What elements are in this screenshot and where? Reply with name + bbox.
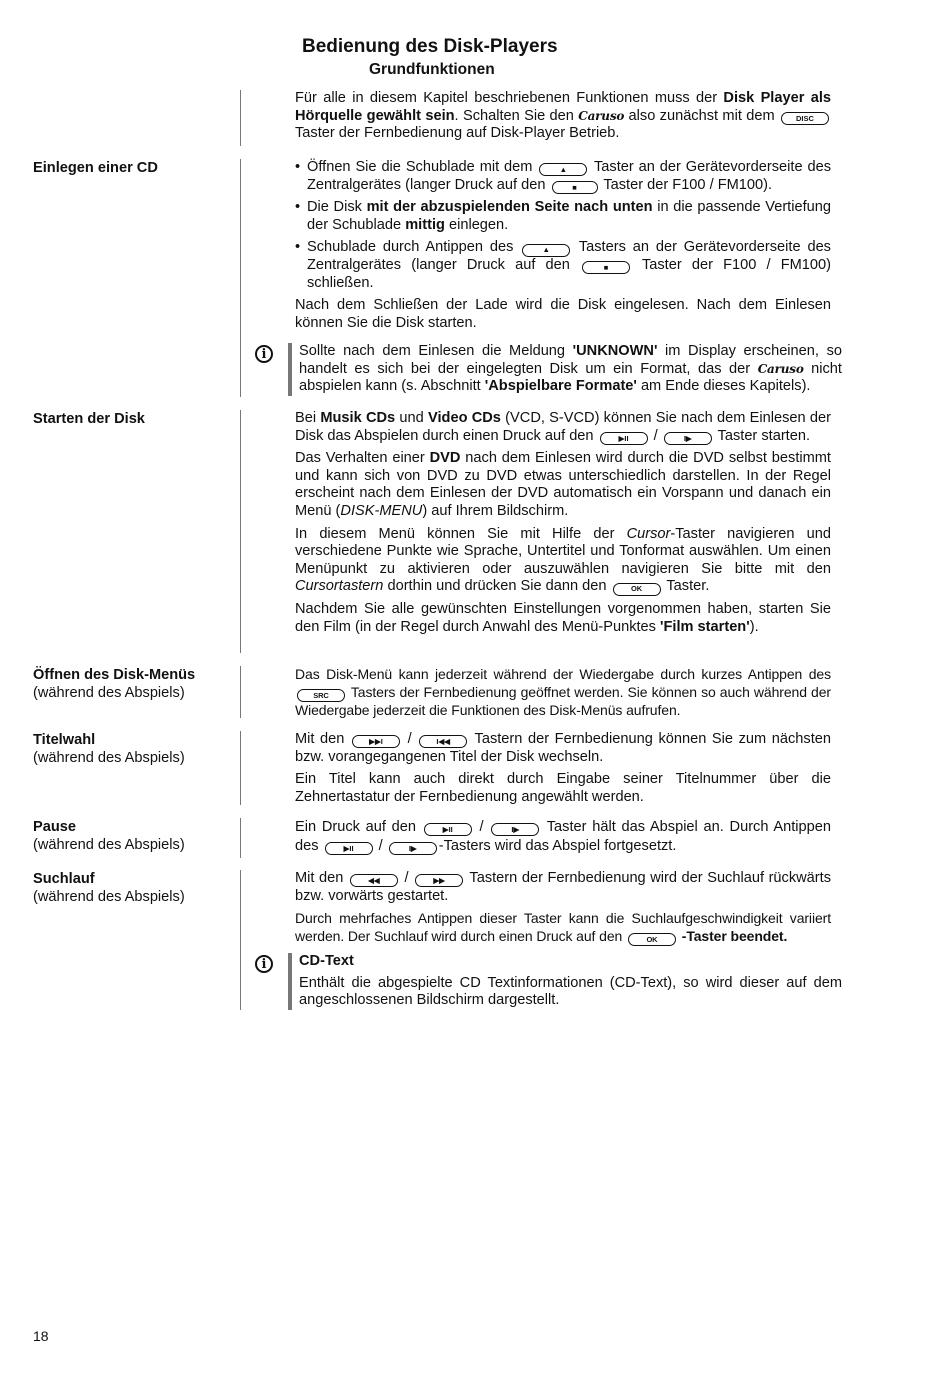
section-einlegen: • Öffnen Sie die Schublade mit dem ▲ Taster an der Gerätevorderseite des Zentralgerätes (langer Druck auf den ■ Taster der F100 / FM100). • Die Disk mit der abzuspielenden Seite nach unten in die passende Vertiefung der Schublade mittig einlegen. • Schublade durch Antippen des ▲ Tasters an der Gerätevorderseite des Zentralgerätes (langer Druck auf den ■ Taster der F100 / FM100) schließen. Nach dem Schließen der Lade wird die Disk eingelesen. Nach dem Einlesen können Sie die Disk starten.: [295, 159, 831, 337]
section-label-titelwahl: Titelwahl (während des Abspiels): [33, 732, 185, 766]
page-subtitle: Grundfunktionen: [369, 61, 495, 78]
section-starten: Bei Musik CDs und Video CDs (VCD, S-VCD) können Sie nach dem Einlesen der Disk das Abspielen durch einen Druck auf den ▶II / I▶ Taster starten. Das Verhalten einer DVD nach dem Einlesen wird durch die DVD selbst bestimmt und kann sich von DVD zu DVD etwas unterschiedlich darstellen. In der Regel erscheint nach dem Einlesen der DVD automatisch ein Vorspann und danach ein Menü (DISK-MENU) auf Ihrem Bildschirm. In diesem Menü können Sie mit Hilfe der Cursor-Taster navigieren und verschiedene Punkte wie Sprache, Untertitel und Tonformat auswählen. Um einen Menüpunkt zu aktivieren oder auszuwählen navigieren Sie bitte mit den Cursortastern dorthin und drücken Sie dann den OK Taster. Nachdem Sie alle gewünschten Einstellungen vorgenommen haben, starten Sie den Film (in der Regel durch Anwahl des Menü-Punktes 'Film starten').: [295, 410, 831, 635]
info-note-cdtext: CD-Text Enthält die abgespielte CD Textinformationen (CD-Text), so wird dieser auf dem angeschlossenen Bildschirm dargestellt.: [288, 953, 842, 1010]
info-icon: i: [255, 345, 273, 363]
list-item: • Öffnen Sie die Schublade mit dem ▲ Taster an der Gerätevorderseite des Zentralgerätes (langer Druck auf den ■ Taster der F100 / FM100).: [295, 159, 831, 194]
play-key-icon: I▶: [664, 432, 712, 445]
rewind-key-icon: ◀◀: [350, 874, 398, 887]
section-divider: [240, 90, 241, 146]
list-item: • Die Disk mit der abzuspielenden Seite nach unten in die passende Vertiefung der Schublade mittig einlegen.: [295, 199, 831, 234]
ok-key-icon: OK: [628, 933, 676, 946]
page-number: 18: [33, 1328, 49, 1344]
section-oeffnen: Das Disk-Menü kann jederzeit während der Wiedergabe durch kurzes Antippen des SRC Tasters der Fernbedienung geöffnet werden. Sie können so auch während der Wiedergabe jederzeit die Funktionen des Disk-Menüs aufrufen.: [295, 666, 831, 718]
play-pause-key-icon: ▶II: [424, 823, 472, 836]
list-item: • Schublade durch Antippen des ▲ Tasters an der Gerätevorderseite des Zentralgerätes (langer Druck auf den ■ Taster der F100 / FM100) schließen.: [295, 239, 831, 292]
section-label-oeffnen: Öffnen des Disk-Menüs (während des Abspiels): [33, 667, 196, 701]
section-pause: Ein Druck auf den ▶II / I▶ Taster hält das Abspiel an. Durch Antippen des ▶II / I▶ -Tasters wird das Abspiel fortgesetzt.: [295, 819, 832, 854]
intro-paragraph: Für alle in diesem Kapitel beschriebenen Funktionen muss der Disk Player als Hörquelle gewählt sein. Schalten Sie den Caruso also zunächst mit dem DISC Taster der Fernbedienung auf Disk-Player Betrieb.: [295, 90, 831, 142]
next-track-key-icon: ▶▶I: [352, 735, 400, 748]
stop-key-icon: ■: [552, 181, 598, 194]
section-divider: [240, 410, 241, 653]
section-divider: [240, 870, 241, 1010]
section-divider: [240, 159, 241, 397]
section-label-starten: Starten der Disk: [33, 411, 145, 427]
ok-key-icon: OK: [613, 583, 661, 596]
section-suchlauf: Mit den ◀◀ / ▶▶ Tastern der Fernbedienung wird der Suchlauf rückwärts bzw. vorwärts gestartet. Durch mehrfaches Antippen dieser Taster kann die Suchlaufgeschwindigkeit variiert werden. Der Suchlauf wird durch einen Druck auf den OK -Taster beendet.: [295, 870, 831, 951]
section-label-einlegen: Einlegen einer CD: [33, 160, 158, 176]
caruso-logo: Caruso: [757, 361, 804, 376]
src-key-icon: SRC: [297, 689, 345, 702]
eject-key-icon: ▲: [539, 163, 587, 176]
play-key-icon: I▶: [491, 823, 539, 836]
page-title: Bedienung des Disk-Players: [302, 36, 558, 57]
section-divider: [240, 666, 241, 718]
section-label-pause: Pause (während des Abspiels): [33, 819, 185, 853]
stop-key-icon: ■: [582, 261, 630, 274]
section-label-suchlauf: Suchlauf (während des Abspiels): [33, 871, 185, 905]
info-note-unknown: Sollte nach dem Einlesen die Meldung 'UNKNOWN' im Display erscheinen, so handelt es sich bei der eingelegten Disk um ein Format, das der Caruso nicht abspielen kann (s. Abschnitt 'Abspielbare Formate' am Ende dieses Kapitels).: [288, 343, 842, 396]
section-divider: [240, 731, 241, 805]
play-pause-key-icon: ▶II: [325, 842, 373, 855]
disc-key-icon: DISC: [781, 112, 829, 125]
play-pause-key-icon: ▶II: [600, 432, 648, 445]
caruso-logo: Caruso: [578, 108, 625, 123]
play-key-icon: I▶: [389, 842, 437, 855]
fast-forward-key-icon: ▶▶: [415, 874, 463, 887]
section-titelwahl: Mit den ▶▶I / I◀◀ Tastern der Fernbedienung können Sie zum nächsten bzw. vorangegangenen Titel der Disk wechseln. Ein Titel kann auch direkt durch Eingabe seiner Titelnummer über die Zehnertastatur der Fernbedienung angewählt werden.: [295, 731, 831, 805]
eject-key-icon: ▲: [522, 244, 570, 257]
section-divider: [240, 818, 241, 858]
info-icon: i: [255, 955, 273, 973]
prev-track-key-icon: I◀◀: [419, 735, 467, 748]
